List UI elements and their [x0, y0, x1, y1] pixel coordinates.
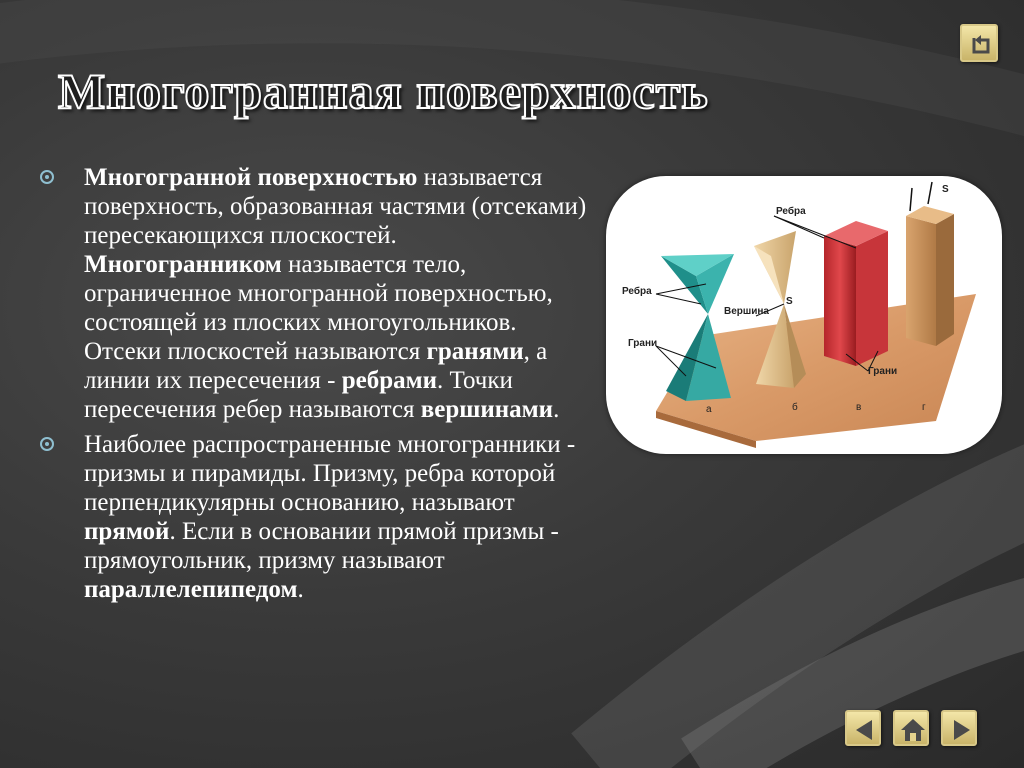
slide-body: [40, 163, 600, 610]
bullet-paragraph-1: [40, 163, 600, 424]
term-parallelepiped: параллелепипедом: [84, 576, 298, 603]
slide-title: Многогранная поверхность: [58, 63, 709, 119]
term-right-prism: прямой: [84, 518, 170, 545]
text-span: Наиболее распространенные многогранники - призмы и пирамиды. Призму, ребра которой перпендикулярны основанию, называют: [84, 431, 576, 516]
bullet-circle-icon: [40, 437, 54, 451]
teal-double-pyramid: [661, 254, 734, 401]
red-prism: [824, 221, 888, 366]
text-span: , а линии их пересечения -: [84, 338, 548, 394]
bullet-circle-icon: [40, 170, 54, 184]
return-button[interactable]: [960, 24, 998, 62]
term-polyhedral-surface: Многогранной поверхностью: [84, 164, 418, 191]
triangle-left-icon: [847, 712, 883, 748]
label-a: а: [706, 404, 712, 415]
tan-parallelepiped: [906, 182, 954, 346]
label-s-mid: S: [786, 296, 793, 307]
label-v: в: [856, 402, 862, 413]
return-arrow-icon: [962, 26, 1000, 64]
text-span: . Точки пересечения ребер называются: [84, 367, 513, 423]
label-vertex: Вершина: [724, 306, 769, 317]
triangle-right-icon: [943, 712, 979, 748]
term-polyhedron: Многогранником: [84, 251, 282, 278]
label-faces-left: Грани: [628, 338, 658, 349]
label-g: г: [922, 402, 926, 413]
home-icon: [895, 712, 931, 748]
polyhedra-drawing: [606, 176, 1002, 454]
text-span: .: [297, 576, 304, 603]
label-edges-top: Ребра: [776, 206, 806, 217]
text-span: называется тело, ограниченное многогранной поверхностью, состоящей из плоских многоугольников. Отсеки плоскостей называются: [84, 251, 553, 365]
term-faces: гранями: [426, 338, 524, 365]
label-edges-left: Ребра: [622, 286, 652, 297]
polyhedra-illustration: [606, 176, 1002, 454]
next-slide-button[interactable]: [941, 710, 977, 746]
home-button[interactable]: [893, 710, 929, 746]
prev-slide-button[interactable]: [845, 710, 881, 746]
text-span: называется поверхность, образованная частями (отсеками) пересекающихся плоскостей.: [84, 164, 587, 249]
term-vertices: вершинами: [420, 396, 554, 423]
text-span: .: [553, 396, 560, 423]
term-edges: ребрами: [341, 367, 438, 394]
label-b: б: [792, 402, 798, 413]
label-faces-right: Грани: [868, 366, 898, 377]
label-s-top: S: [942, 184, 949, 195]
text-span: . Если в основании прямой призмы - прямоугольник, призму называют: [84, 518, 559, 574]
bullet-paragraph-2: [40, 430, 600, 604]
